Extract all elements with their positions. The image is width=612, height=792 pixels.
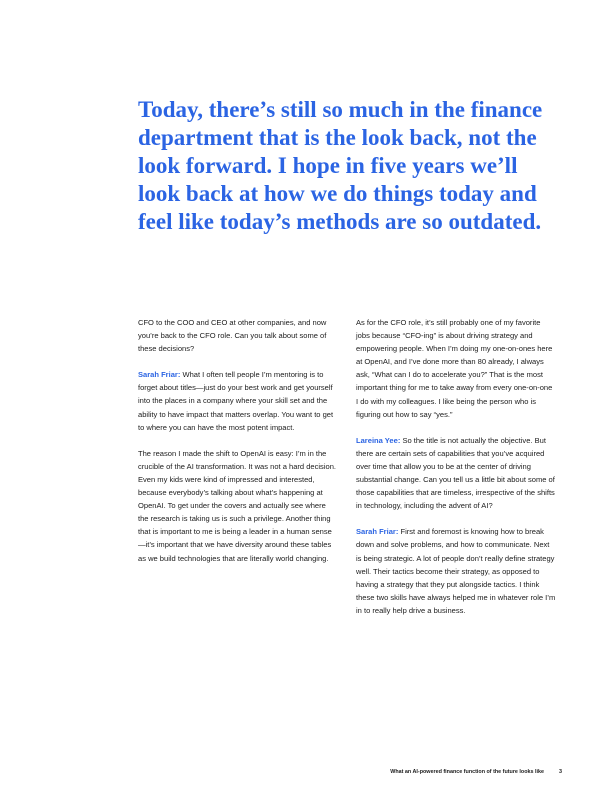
paragraph: [138, 368, 338, 433]
paragraph: As for the CFO role, it’s still probably one of my favorite jobs because “CFO-ing” is about driving strategy and empowering people. When I’m doing my one-on-ones here at OpenAI, and I’ve done more than 80 already, I always ask, “What can I do to accelerate you?” That is the most important thing for me to take away from every one-on-one I do with my colleagues. I like being the person who is figuring out how to say “yes.”: [356, 318, 553, 419]
paragraph: [356, 525, 556, 617]
question-text: So the title is not actually the objective. But there are certain sets of capabilities that you’ve acquired over time that allow you to be at the center of driving substantial change. Can you tell us a little bit about some of those capabilities that are timeless, irrespective of the shifts in technology, including the advent of AI?: [356, 435, 555, 511]
speaker-name: Sarah Friar:: [138, 370, 181, 380]
paragraph: CFO to the COO and CEO at other companies, and now you’re back to the CFO role. Can you talk about some of these decisions?: [138, 318, 327, 354]
pull-quote: Today, there’s still so much in the finance department that is the look back, not the look forward. I hope in five years we’ll look back at how we do things today and feel like today’s methods are so outdated.: [138, 97, 543, 234]
page-number: 3: [559, 769, 562, 775]
page-footer: [300, 769, 562, 775]
answer-text: First and foremost is knowing how to break down and solve problems, and how to communicate. Next is being strategic. A lot of people don’t really define strategy well. Their tactics become their strategy, as opposed to having a strategy that they put alongside tactics. I think these two skills have always helped me in whatever role I’m in to really help drive a business.: [356, 527, 556, 615]
paragraph: The reason I made the shift to OpenAI is easy: I’m in the crucible of the AI transformation. It was not a hard decision. Even my kids were kind of impressed and interested, because everybody’s talking about what’s happening at OpenAI. To get under the covers and actually see where the research is taking us is such a privilege. Another thing that is important to me is being a leader in a human sense—it’s important that we have diversity around these tables as we build technologies that are literally world changing.: [138, 448, 336, 563]
paragraph: [356, 434, 556, 513]
footer-title: What an AI-powered finance function of the future looks like: [390, 769, 544, 775]
speaker-name: Lareina Yee:: [356, 435, 401, 445]
right-column: [356, 316, 556, 630]
left-column: [138, 316, 338, 578]
answer-text: What I often tell people I’m mentoring is to forget about titles—just do your best work and get yourself into the places in a company where your skill set and the ability to have impact that matters overlap. You want to get to where you can have the most potent impact.: [138, 370, 334, 432]
speaker-name: Sarah Friar:: [356, 527, 399, 537]
